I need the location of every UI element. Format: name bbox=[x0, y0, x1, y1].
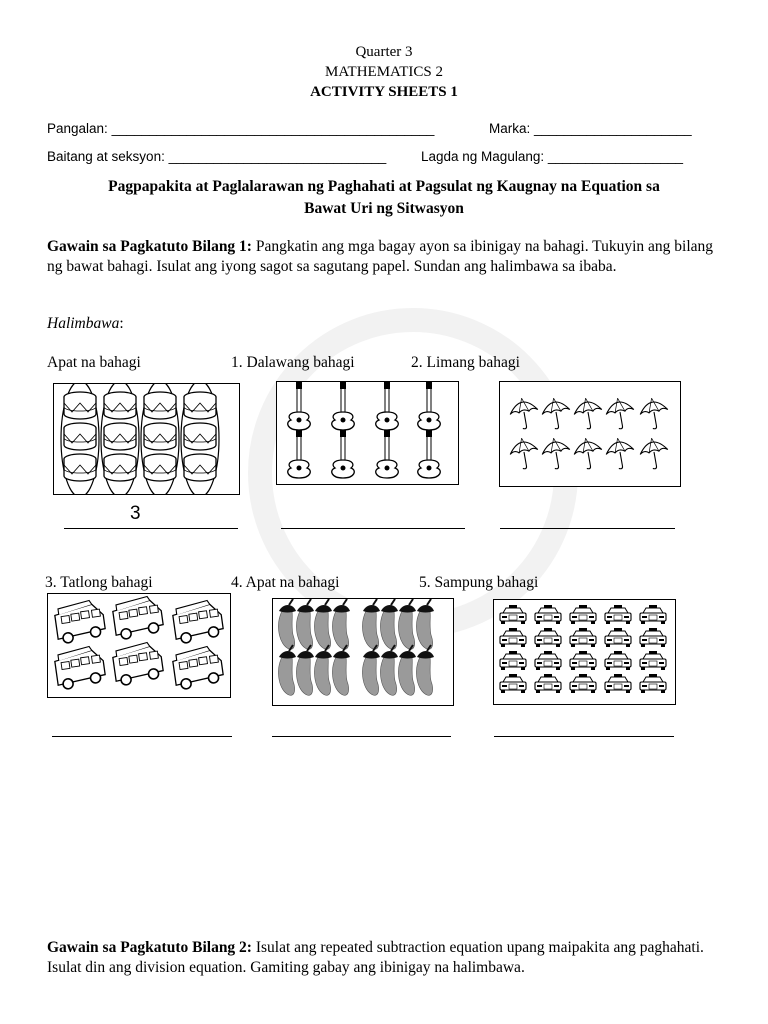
umbrellas-picture-box bbox=[499, 381, 681, 487]
activity1-instructions bbox=[47, 237, 717, 277]
answer-line-1[interactable] bbox=[281, 528, 465, 529]
grade-section-blank[interactable]: _____________________________ bbox=[168, 149, 387, 164]
grade-section-field bbox=[47, 149, 386, 164]
activity2-instructions bbox=[47, 938, 717, 978]
activity1-label: Gawain sa Pagkatuto Bilang 1: bbox=[47, 238, 252, 255]
parent-signature-field bbox=[421, 149, 683, 164]
answer-line-2[interactable] bbox=[500, 528, 675, 529]
item-2-label: 2. Limang bahagi bbox=[411, 354, 520, 371]
parent-signature-blank[interactable]: __________________ bbox=[547, 149, 684, 164]
activity2-label: Gawain sa Pagkatuto Bilang 2: bbox=[47, 939, 252, 956]
eggplants-picture-box bbox=[272, 598, 454, 706]
example-answer: 3 bbox=[130, 503, 141, 524]
grade-section-label: Baitang at seksyon: bbox=[47, 149, 169, 164]
score-label: Marka: bbox=[489, 121, 535, 136]
item-example-label: Apat na bahagi bbox=[47, 354, 141, 371]
guitars-picture-box bbox=[276, 381, 459, 485]
item-4-label: 4. Apat na bahagi bbox=[231, 574, 340, 591]
example-colon: : bbox=[119, 315, 124, 332]
answer-line-3[interactable] bbox=[52, 736, 232, 737]
subject-heading: MATHEMATICS 2 bbox=[325, 64, 443, 80]
lesson-title-line1: Pagpapakita at Paglalarawan ng Paghahati at Pagsulat ng Kaugnay na Equation sa bbox=[108, 178, 660, 195]
activity2-text: Isulat ang repeated subtraction equation upang maipakita ang paghahati. Isulat din ang division equation. Gamiting gabay ang ibinigay na halimbawa. bbox=[47, 939, 704, 976]
activity1-text: Pangkatin ang mga bagay ayon sa ibinigay na bahagi. Tukuyin ang bilang ng bawat bahagi. Isulat ang iyong sagot sa sagutang papel. Sundan ang halimbawa sa ibaba. bbox=[47, 238, 714, 275]
jeepneys-picture-box bbox=[47, 593, 231, 698]
item-1-label: 1. Dalawang bahagi bbox=[231, 354, 355, 371]
answer-line-4[interactable] bbox=[272, 736, 451, 737]
example-heading bbox=[47, 315, 124, 333]
quarter-heading: Quarter 3 bbox=[355, 44, 413, 60]
taxis-picture-box bbox=[493, 599, 676, 705]
answer-line-example[interactable] bbox=[64, 528, 238, 529]
name-field bbox=[47, 121, 434, 136]
parent-signature-label: Lagda ng Magulang: bbox=[421, 149, 548, 164]
score-blank[interactable]: _____________________ bbox=[534, 121, 692, 136]
answer-line-5[interactable] bbox=[494, 736, 674, 737]
score-field bbox=[489, 121, 692, 136]
name-label: Pangalan: bbox=[47, 121, 112, 136]
drums-picture-box bbox=[53, 383, 240, 495]
item-3-label: 3. Tatlong bahagi bbox=[45, 574, 153, 591]
name-blank[interactable]: ___________________________________________ bbox=[111, 121, 435, 136]
example-label: Halimbawa bbox=[47, 315, 120, 332]
sheet-heading: ACTIVITY SHEETS 1 bbox=[310, 84, 458, 100]
lesson-title-line2: Bawat Uri ng Sitwasyon bbox=[304, 200, 464, 217]
item-5-label: 5. Sampung bahagi bbox=[419, 574, 539, 591]
